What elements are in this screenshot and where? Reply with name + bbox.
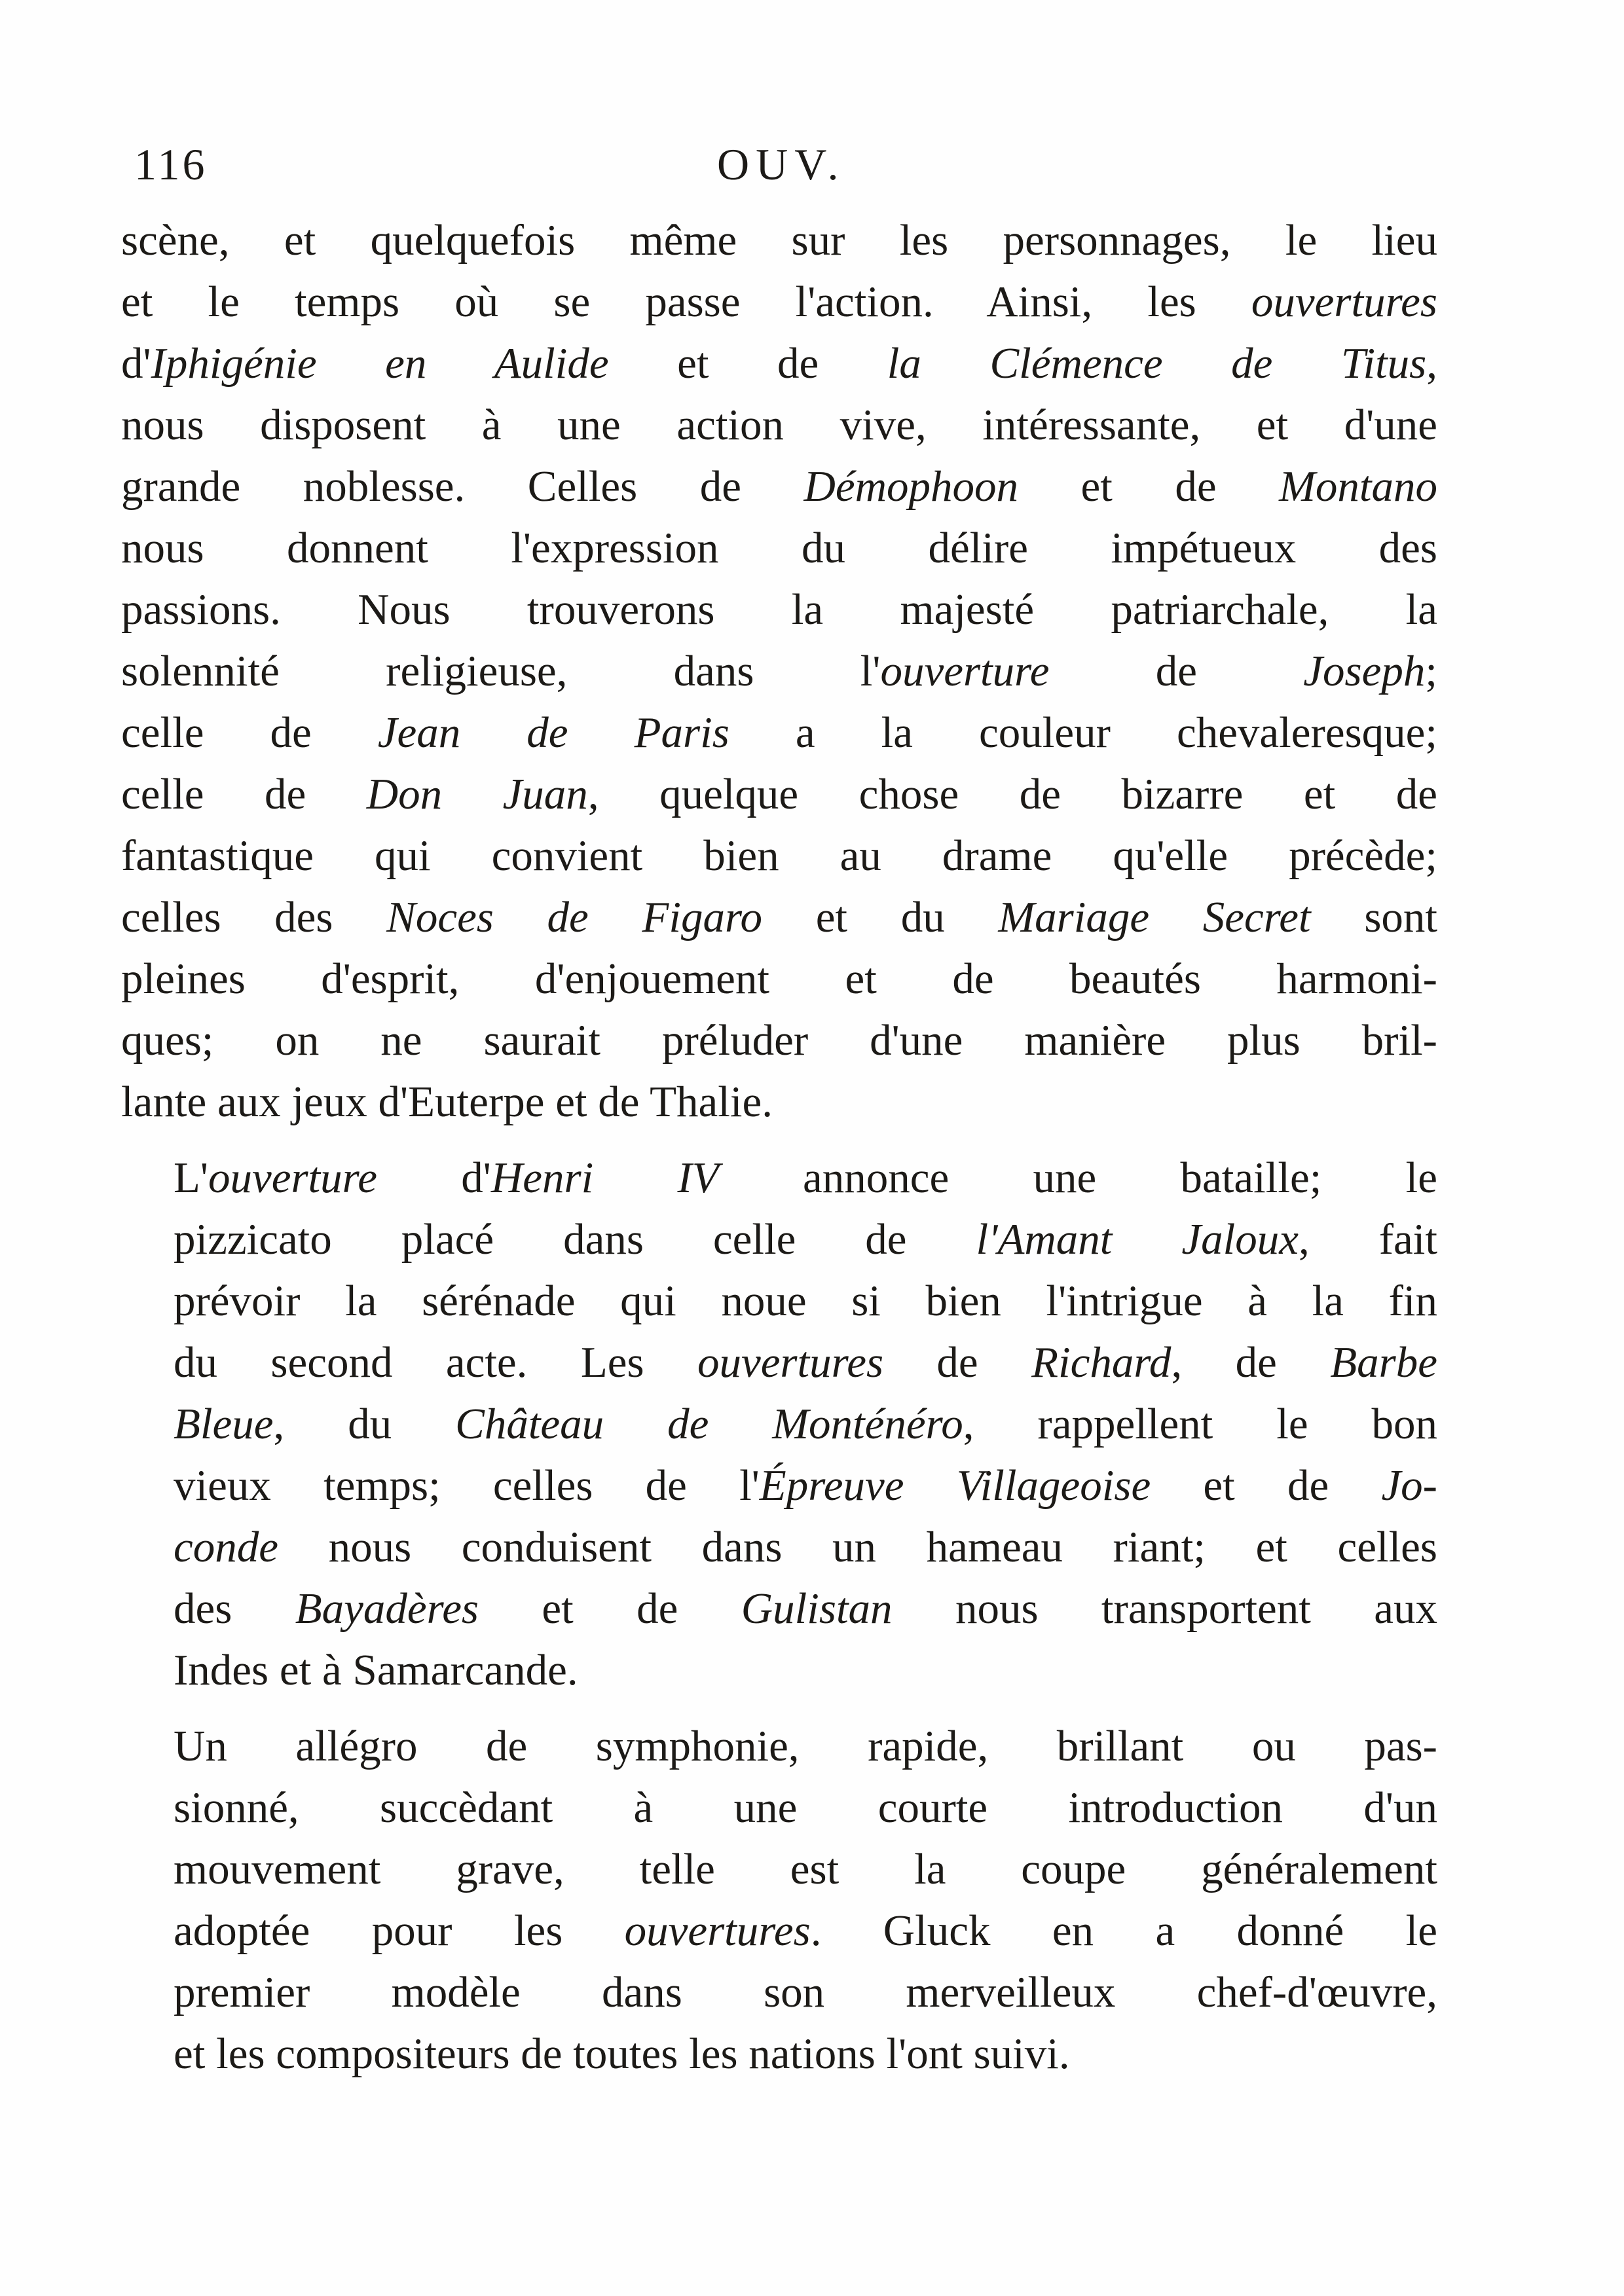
text-line [121,1209,1437,1270]
text-line [121,456,1437,517]
italic-text: Mariage Secret [998,893,1311,941]
text-line [121,517,1437,579]
italic-text: Don Juan [366,770,588,818]
italic-text: ouvertures [624,1906,811,1955]
text-line [121,210,1437,271]
text-line [121,394,1437,456]
text-segment: solennité religieuse, dans l' [121,647,881,695]
italic-text: ouvertures [1251,278,1437,326]
text-segment: , rappellent le bon [963,1400,1437,1448]
italic-text: Noces de Figaro [386,893,763,941]
text-line [121,1147,1437,1209]
text-segment: . Gluck en a donné le [810,1906,1437,1955]
text-segment: premier modèle dans son merveilleux chef-d'œuvre, [174,1968,1437,2016]
text-line [121,1071,1437,1133]
body-text [121,210,1437,2085]
text-segment: mouvement grave, telle est la coupe généralement [174,1845,1437,1893]
text-line [121,1900,1437,1961]
text-line [121,886,1437,948]
italic-text: Barbe [1330,1338,1437,1387]
italic-text: Bleue [174,1400,274,1448]
text-segment: , quelque chose de bizarre et de [587,770,1437,818]
text-line [121,1639,1437,1701]
text-segment: a la couleur chevaleresque; [729,708,1437,757]
italic-text: Richard [1031,1338,1172,1387]
text-segment: Un allégro de symphonie, rapide, brillant ou pas- [174,1722,1437,1770]
text-line [121,1961,1437,2023]
italic-text: Joseph [1303,647,1426,695]
text-line [121,1393,1437,1455]
text-segment: vieux temps; celles de l' [174,1461,760,1510]
running-head: OUV. [717,139,845,189]
text-line [121,1516,1437,1578]
text-line [121,1777,1437,1838]
paragraph [121,1715,1437,2085]
text-line [121,948,1437,1010]
text-line [121,1578,1437,1639]
text-line [121,2023,1437,2085]
italic-text: Jo- [1381,1461,1437,1510]
italic-text: Henri IV [490,1154,719,1202]
text-line [121,1332,1437,1393]
text-segment: scène, et quelquefois même sur les personnages, le lieu [121,216,1437,264]
text-segment: nous disposent à une action vive, intéressante, et d'une [121,401,1437,449]
text-segment: de [1049,647,1304,695]
italic-text: Jean de Paris [377,708,729,757]
paragraph [121,1147,1437,1701]
text-line [121,271,1437,333]
italic-text: la Clémence de Titus [887,339,1427,388]
text-line [121,579,1437,640]
text-segment: passions. Nous trouverons la majesté patriarchale, la [121,585,1437,634]
text-segment: annonce une bataille; le [718,1154,1437,1202]
italic-text: conde [174,1523,278,1571]
text-segment: et de [608,339,887,388]
text-segment: , [1426,339,1438,388]
text-segment: et de [479,1584,741,1633]
text-segment: L' [174,1154,208,1202]
text-segment: ques; on ne saurait préluder d'une manière plus bril- [121,1016,1437,1065]
text-segment: celle de [121,708,378,757]
text-segment: celles des [121,893,387,941]
text-line [121,763,1437,825]
text-segment: Indes et à Samarcande. [174,1646,578,1694]
text-segment: pizzicato placé dans celle de [174,1215,976,1264]
text-segment: adoptée pour les [174,1906,625,1955]
text-segment: grande noblesse. Celles de [121,462,804,511]
text-segment: et de [1018,462,1280,511]
text-line [121,1455,1437,1516]
text-segment: et les compositeurs de toutes les nations l'ont suivi. [174,2030,1070,2078]
text-segment: et le temps où se passe l'action. Ainsi, les [121,278,1251,326]
text-segment: fantastique qui convient bien au drame qu'elle précède; [121,831,1437,880]
text-segment: sont [1310,893,1438,941]
italic-text: Bayadères [295,1584,479,1633]
text-segment: du second acte. Les [174,1338,697,1387]
text-segment: prévoir la sérénade qui noue si bien l'intrigue à la fin [174,1277,1437,1325]
text-segment: , de [1171,1338,1331,1387]
text-segment: nous transportent aux [892,1584,1438,1633]
text-line [121,1838,1437,1900]
text-segment: , fait [1298,1215,1437,1264]
text-line [121,1715,1437,1777]
italic-text: ouvertures [697,1338,884,1387]
text-line [121,825,1437,886]
text-segment: d' [377,1154,491,1202]
paragraph [121,210,1437,1133]
italic-text: Château de Monténéro [455,1400,963,1448]
text-segment: et du [762,893,999,941]
italic-text: Gulistan [741,1584,893,1633]
text-segment: sionné, succèdant à une courte introduction d'un [174,1783,1437,1832]
text-segment: et de [1151,1461,1382,1510]
text-segment: d' [121,339,151,388]
italic-text: l'Amant Jaloux [976,1215,1299,1264]
text-line [121,1270,1437,1332]
text-segment: lante aux jeux d'Euterpe et de Thalie. [121,1078,773,1126]
text-line [121,702,1437,763]
italic-text: Démophoon [803,462,1018,511]
text-segment: , du [273,1400,456,1448]
italic-text: Épreuve Villageoise [759,1461,1151,1510]
text-line [121,1010,1437,1071]
text-line [121,333,1437,394]
text-segment: ; [1425,647,1437,695]
italic-text: Iphigénie en Aulide [151,339,609,388]
italic-text: ouverture [880,647,1050,695]
text-line [121,640,1437,702]
text-segment: celle de [121,770,367,818]
text-segment: de [883,1338,1032,1387]
italic-text: Montano [1279,462,1437,511]
text-segment: nous donnent l'expression du délire impétueux des [121,524,1437,572]
page-header [134,139,1418,198]
italic-text: ouverture [208,1154,377,1202]
text-segment: des [174,1584,295,1633]
text-segment: nous conduisent dans un hameau riant; et celles [278,1523,1437,1571]
text-segment: pleines d'esprit, d'enjouement et de beautés harmoni- [121,955,1437,1003]
page-number: 116 [134,139,208,189]
